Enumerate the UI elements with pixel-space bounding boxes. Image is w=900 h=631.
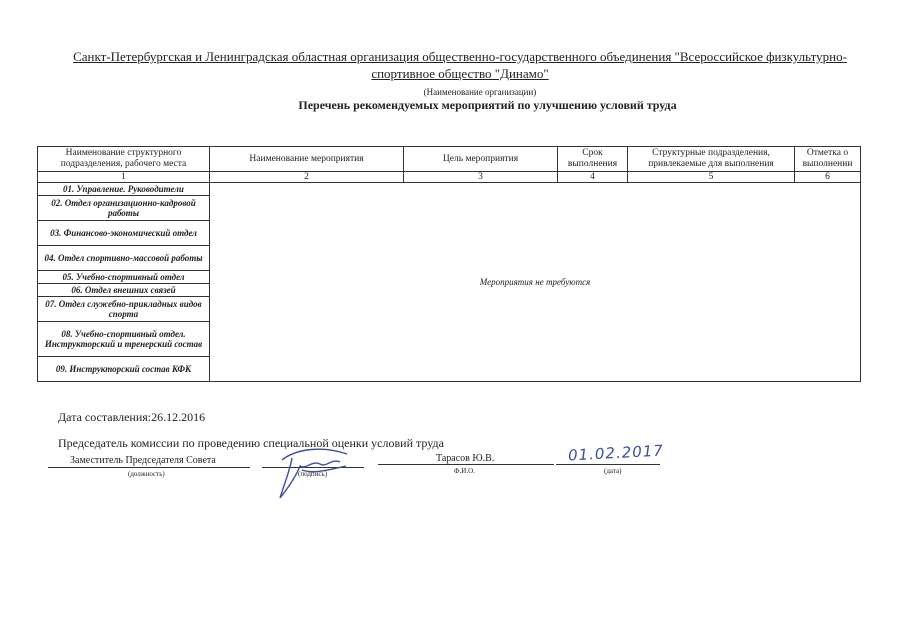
unit-cell: 01. Управление. Руководители xyxy=(38,183,210,196)
table-row xyxy=(38,183,861,196)
position-line xyxy=(48,467,250,468)
name-line xyxy=(378,464,554,465)
header-deadline: Срок выполнения xyxy=(558,147,628,172)
header-measure: Наименование мероприятия xyxy=(210,147,404,172)
measures-table xyxy=(37,146,861,382)
date-line xyxy=(556,464,660,465)
no-measures-cell: Мероприятия не требуются xyxy=(210,183,861,382)
header-completion: Отметка о выполнении xyxy=(795,147,861,172)
header-unit: Наименование структурного подразделения, рабочего места xyxy=(38,147,210,172)
signature-caption: (подпись) xyxy=(298,470,328,478)
unit-cell: 05. Учебно-спортивный отдел xyxy=(38,271,210,284)
name-caption: Ф.И.О. xyxy=(454,467,475,475)
col-number: 6 xyxy=(795,172,861,183)
position-caption: (должность) xyxy=(128,470,165,478)
compilation-date: Дата составления:26.12.2016 xyxy=(58,410,206,424)
unit-cell: 02. Отдел организационно-кадровой работы xyxy=(38,196,210,221)
col-number: 1 xyxy=(38,172,210,183)
unit-cell: 06. Отдел внешних связей xyxy=(38,284,210,297)
organization-name: Санкт-Петербургская и Ленинградская областная организация общественно-государственного объединения "Всероссийское физкультурно-спортивное общество "Динамо" xyxy=(73,49,847,81)
col-number: 2 xyxy=(210,172,404,183)
handwritten-date: 01.02.2017 xyxy=(567,441,665,465)
unit-cell: 08. Учебно-спортивный отдел. Инструкторский и тренерский состав xyxy=(38,322,210,357)
name-text: Тарасов Ю.В. xyxy=(436,453,495,464)
unit-cell: 07. Отдел служебно-прикладных видов спорта xyxy=(38,297,210,322)
document-title: Перечень рекомендуемых мероприятий по улучшению условий труда xyxy=(298,98,677,112)
position-text: Заместитель Председателя Совета xyxy=(70,455,216,466)
unit-cell: 03. Финансово-экономический отдел xyxy=(38,221,210,246)
header-departments: Структурные подразделения, привлекаемые для выполнения xyxy=(628,147,795,172)
commission-chair-line: Председатель комиссии по проведению специальной оценки условий труда xyxy=(58,436,444,450)
col-number: 3 xyxy=(404,172,558,183)
col-number: 4 xyxy=(558,172,628,183)
column-numbers-row xyxy=(38,172,861,183)
header-goal: Цель мероприятия xyxy=(404,147,558,172)
unit-cell: 04. Отдел спортивно-массовой работы xyxy=(38,246,210,271)
table-header-row xyxy=(38,147,861,172)
unit-cell: 09. Инструкторский состав КФК xyxy=(38,357,210,382)
date-caption: (дата) xyxy=(604,467,622,475)
signature-image xyxy=(262,440,362,502)
col-number: 5 xyxy=(628,172,795,183)
organization-caption: (Наименование организации) xyxy=(423,87,537,97)
